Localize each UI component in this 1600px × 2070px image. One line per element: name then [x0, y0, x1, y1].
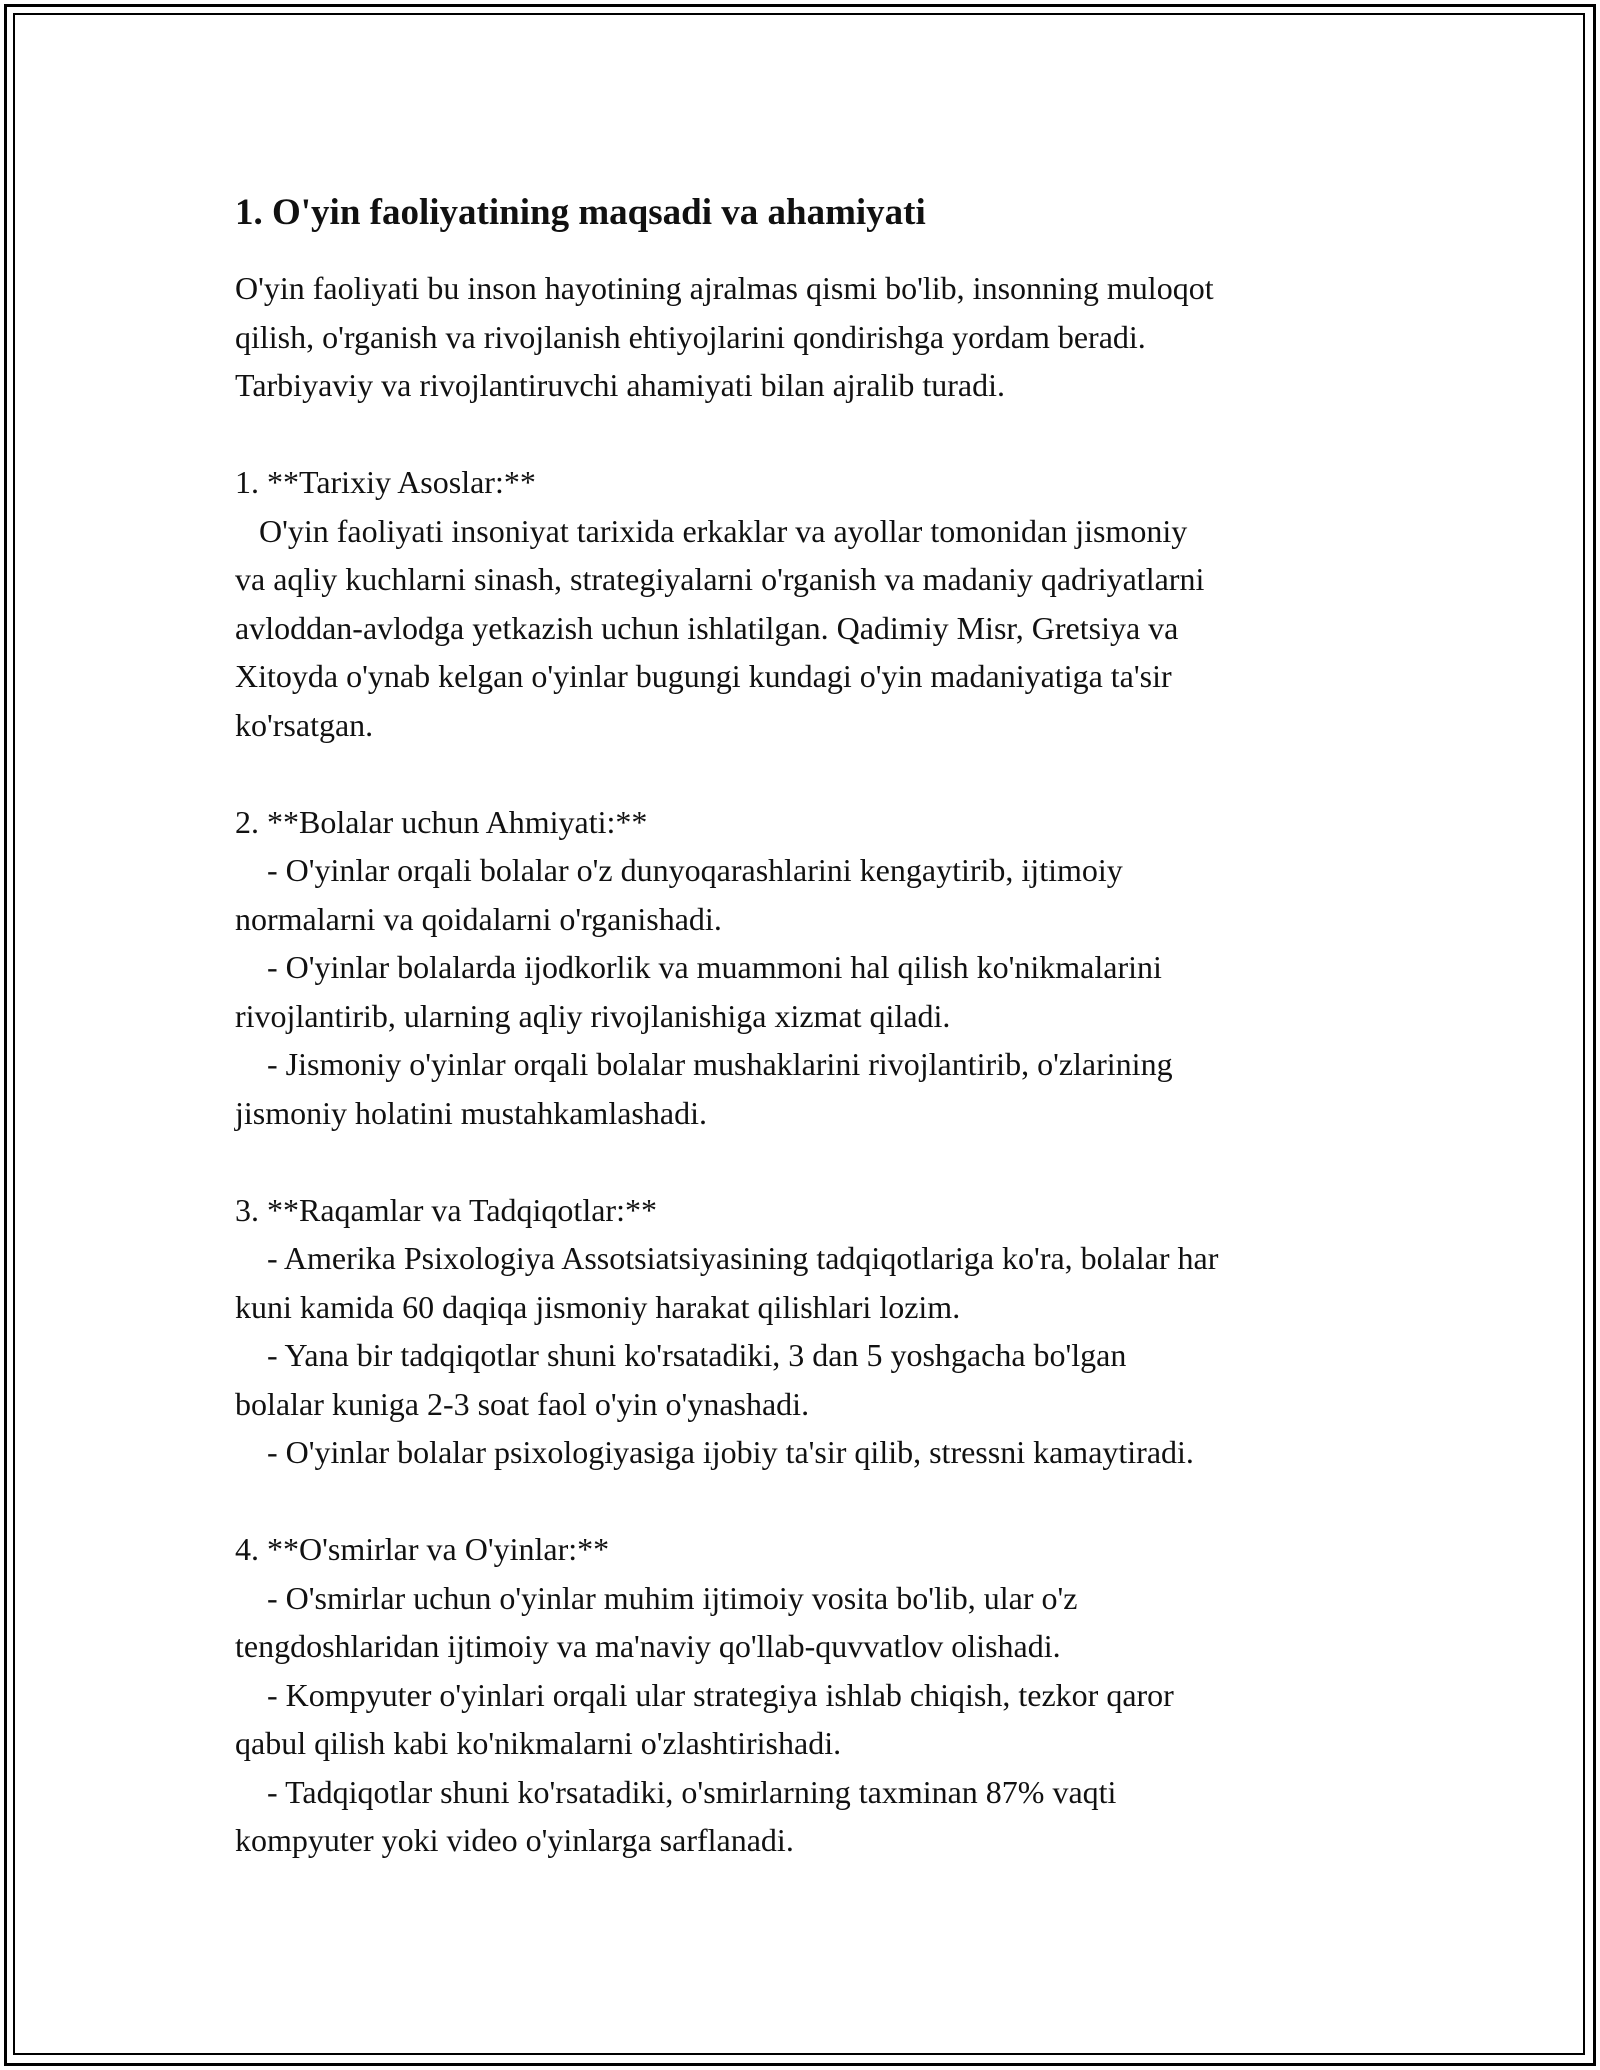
text-line: qabul qilish kabi ko'nikmalarni o'zlashtirishadi.: [235, 1725, 842, 1761]
list-item-line: - Kompyuter o'yinlari orqali ular strategiya ishlab chiqish, tezkor qaror: [235, 1676, 1174, 1713]
text-line: bolalar kuniga 2-3 soat faol o'yin o'ynashadi.: [235, 1385, 810, 1422]
list-item-line: - Yana bir tadqiqotlar shuni ko'rsatadiki, 3 dan 5 yoshgacha bo'lgan: [235, 1337, 1127, 1373]
section-heading: 2. **Bolalar uchun Ahmiyati:**: [235, 803, 648, 840]
list-item-line: - Tadqiqotlar shuni ko'rsatadiki, o'smirlarning taxminan 87% vaqti: [235, 1773, 1117, 1810]
intro-paragraph: [235, 264, 1385, 410]
text-line: O'yin faoliyati bu inson hayotining ajralmas qismi bo'lib, insonning muloqot: [235, 270, 1214, 306]
text-line: va aqliy kuchlarni sinash, strategiyalarni o'rganish va madaniy qadriyatlarni: [235, 561, 1205, 597]
text-line: tengdoshlaridan ijtimoiy va ma'naviy qo'llab-quvvatlov olishadi.: [235, 1628, 1061, 1664]
text-line: avloddan-avlodga yetkazish uchun ishlatilgan. Qadimiy Misr, Gretsiya va: [235, 609, 1179, 646]
text-line: O'yin faoliyati insoniyat tarixida erkaklar va ayollar tomonidan jismoniy: [235, 512, 1188, 549]
text-line: qilish, o'rganish va rivojlanish ehtiyojlarini qondirishga yordam beradi.: [235, 318, 1146, 355]
section-heading: 4. **O'smirlar va O'yinlar:**: [235, 1531, 610, 1567]
section-heading: 3. **Raqamlar va Tadqiqotlar:**: [235, 1191, 657, 1228]
section-raqamlar: [235, 1186, 1385, 1477]
text-line: kompyuter yoki video o'yinlarga sarflanadi.: [235, 1822, 794, 1858]
blank-line: [235, 1137, 1385, 1186]
blank-line: [235, 749, 1385, 798]
list-item-line: - O'yinlar bolalar psixologiyasiga ijobiy ta'sir qilib, stressni kamaytiradi.: [235, 1434, 1194, 1470]
section-heading: 1. **Tarixiy Asoslar:**: [235, 464, 536, 500]
text-line: kuni kamida 60 daqiqa jismoniy harakat qilishlari lozim.: [235, 1288, 961, 1325]
text-line: rivojlantirib, ularning aqliy rivojlanishiga xizmat qiladi.: [235, 997, 951, 1034]
list-item-line: - Amerika Psixologiya Assotsiatsiyasining tadqiqotlariga ko'ra, bolalar har: [235, 1240, 1219, 1276]
list-item-line: - Jismoniy o'yinlar orqali bolalar mushaklarini rivojlantirib, o'zlarining: [235, 1046, 1173, 1082]
text-line: Tarbiyaviy va rivojlantiruvchi ahamiyati bilan ajralib turadi.: [235, 367, 1005, 403]
text-line: jismoniy holatini mustahkamlashadi.: [235, 1094, 707, 1131]
section-tarixiy-asoslar: [235, 458, 1385, 749]
list-item-line: - O'yinlar orqali bolalar o'z dunyoqarashlarini kengaytirib, ijtimoiy: [235, 852, 1123, 888]
section-bolalar-uchun: [235, 798, 1385, 1138]
text-line: normalarni va qoidalarni o'rganishadi.: [235, 900, 722, 937]
text-line: Xitoyda o'ynab kelgan o'yinlar bugungi kundagi o'yin madaniyatiga ta'sir: [235, 658, 1172, 694]
section-osmirlar: [235, 1525, 1385, 1865]
document-title: 1. O'yin faoliyatining maqsadi va ahamiyati: [235, 192, 926, 233]
list-item-line: - O'yinlar bolalarda ijodkorlik va muammoni hal qilish ko'nikmalarini: [235, 949, 1162, 985]
blank-line: [235, 1477, 1385, 1526]
list-item-line: - O'smirlar uchun o'yinlar muhim ijtimoiy vosita bo'lib, ular o'z: [235, 1579, 1078, 1616]
text-line: ko'rsatgan.: [235, 706, 374, 743]
blank-line: [235, 410, 1385, 459]
document-body: [235, 188, 1385, 1865]
